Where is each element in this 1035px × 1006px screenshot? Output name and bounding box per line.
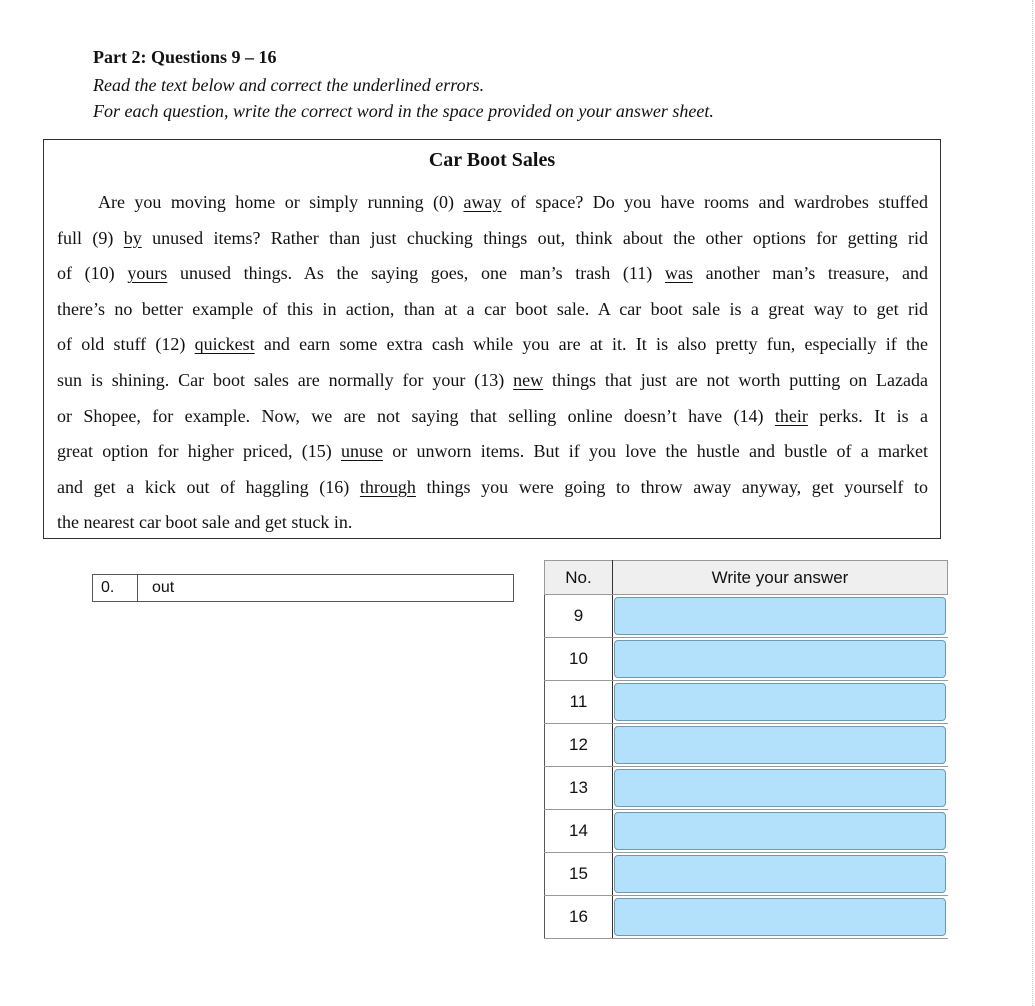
passage-segment: and get a kick out of haggling (16) <box>57 476 360 497</box>
passage-segment: and earn some extra cash while you are at it. It is also pretty fun, especially if the <box>254 334 929 355</box>
passage-title: Car Boot Sales <box>428 149 556 171</box>
passage-segment: things that just are not worth putting on Lazada <box>543 369 928 390</box>
example-answer <box>92 574 514 602</box>
passage-line <box>57 190 928 226</box>
question-number: 14 <box>545 810 613 853</box>
question-number: 13 <box>545 767 613 810</box>
passage-segment: unused items? Rather than just chucking things out, think about the other options for getting rid <box>141 227 928 248</box>
passage-segment: or Shopee, for example. Now, we are not saying that selling online doesn’t have (14) <box>57 405 775 426</box>
passage-line <box>57 261 928 297</box>
answer-cell <box>613 810 948 853</box>
passage-line <box>57 439 928 475</box>
answer-row <box>545 681 948 724</box>
underlined-error: yours <box>127 263 168 284</box>
passage-segment: there’s no better example of this in action, than at a car boot sale. A car boot sale is a great way to get rid <box>57 298 928 319</box>
answer-row <box>545 595 948 638</box>
passage-line <box>57 475 928 511</box>
question-number: 15 <box>545 853 613 896</box>
passage-segment: of old stuff (12) <box>57 334 195 355</box>
page-edge <box>1031 0 1033 1006</box>
answer-cell <box>613 767 948 810</box>
underlined-error: unuse <box>340 441 383 462</box>
answer-input-12[interactable] <box>614 726 946 764</box>
answer-input-15[interactable] <box>614 855 946 893</box>
column-header-no: No. <box>545 561 613 595</box>
answer-input-14[interactable] <box>614 812 946 850</box>
underlined-error: quickest <box>194 334 255 355</box>
passage-box <box>43 139 941 539</box>
answer-cell <box>613 681 948 724</box>
underlined-error: away <box>463 192 502 212</box>
answer-row <box>545 767 948 810</box>
passage-segment: things you were going to throw away anyway, get yourself to <box>415 476 928 497</box>
underlined-error: new <box>513 369 544 390</box>
column-header-answer: Write your answer <box>613 561 948 595</box>
instruction-1: Read the text below and correct the underlined errors. <box>93 75 485 95</box>
question-number: 12 <box>545 724 613 767</box>
answer-row <box>545 810 948 853</box>
passage-segment: great option for higher priced, (15) <box>57 441 341 462</box>
question-number: 11 <box>545 681 613 724</box>
passage-segment: or unworn items. But if you love the hustle and bustle of a market <box>382 441 928 462</box>
answer-input-10[interactable] <box>614 640 946 678</box>
passage-segment: the nearest car boot sale and get stuck in. <box>57 512 353 533</box>
example-value: out <box>152 579 175 596</box>
answer-cell <box>613 638 948 681</box>
answer-row <box>545 853 948 896</box>
answer-cell <box>613 724 948 767</box>
passage-segment: of space? Do you have rooms and wardrobes stuffed <box>501 192 928 212</box>
passage-line <box>57 404 928 440</box>
answer-cell <box>613 595 948 638</box>
part-title: Part 2: Questions 9 – 16 <box>93 47 277 67</box>
passage-segment: Are you moving home or simply running (0) <box>98 192 464 212</box>
passage-segment: full (9) <box>57 227 124 248</box>
answer-input-16[interactable] <box>614 898 946 936</box>
question-number: 10 <box>545 638 613 681</box>
passage-line <box>57 510 928 546</box>
passage-line <box>57 297 928 333</box>
underlined-error: was <box>664 263 693 284</box>
passage-text <box>57 190 928 546</box>
underlined-error: through <box>359 476 416 497</box>
answer-row <box>545 724 948 767</box>
answer-table <box>544 560 948 939</box>
passage-segment: another man’s treasure, and <box>692 263 929 284</box>
answer-input-9[interactable] <box>614 597 946 635</box>
passage-line <box>57 226 928 262</box>
passage-line <box>57 368 928 404</box>
instruction-2: For each question, write the correct word in the space provided on your answer sheet. <box>93 101 714 121</box>
passage-segment: perks. It is a <box>807 405 928 426</box>
answer-input-11[interactable] <box>614 683 946 721</box>
question-number: 9 <box>545 595 613 638</box>
passage-line <box>57 332 928 368</box>
underlined-error: their <box>774 405 808 426</box>
answer-cell <box>613 896 948 939</box>
passage-segment: unused things. As the saying goes, one man’s trash (11) <box>167 263 665 284</box>
underlined-error: by <box>123 227 142 248</box>
passage-segment: sun is shining. Car boot sales are normally for your (13) <box>57 369 514 390</box>
answer-input-13[interactable] <box>614 769 946 807</box>
answer-row <box>545 896 948 939</box>
question-number: 16 <box>545 896 613 939</box>
passage-segment: of (10) <box>57 263 128 284</box>
answer-cell <box>613 853 948 896</box>
answer-row <box>545 638 948 681</box>
example-number: 0. <box>93 575 138 601</box>
